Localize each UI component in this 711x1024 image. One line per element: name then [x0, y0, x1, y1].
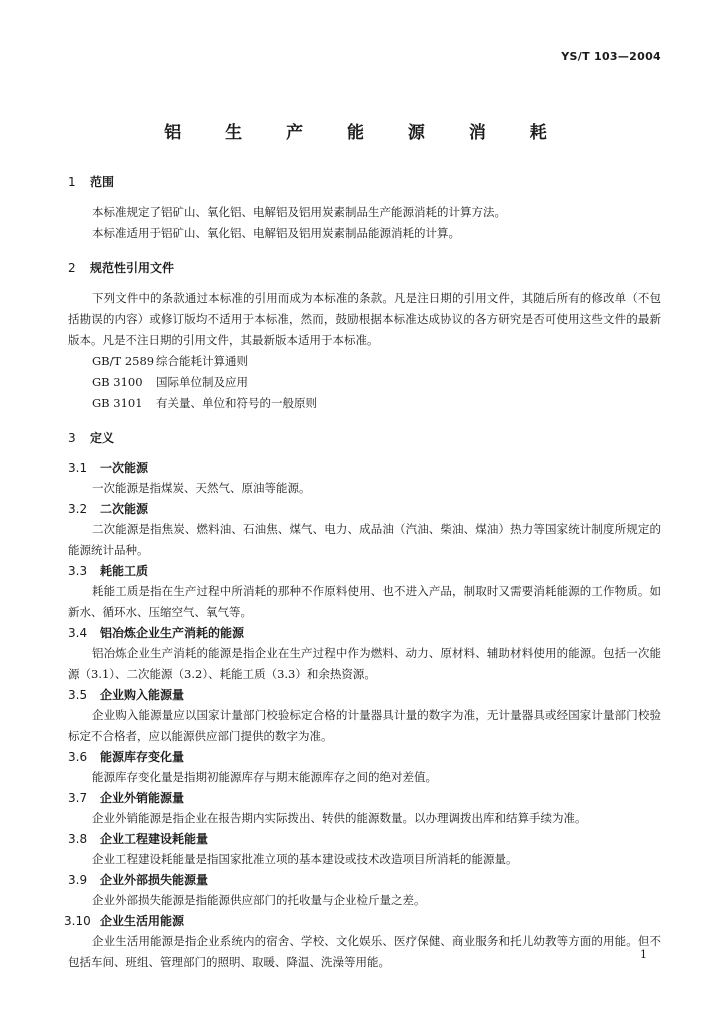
section-heading-scope — [68, 172, 661, 192]
definition-heading — [68, 685, 661, 705]
reference-title: 有关量、单位和符号的一般原则 — [156, 396, 317, 410]
standard-code: YS/T 103—2004 — [561, 50, 661, 63]
reference-code: GB 3100 — [92, 375, 143, 389]
section-number: 2 — [68, 261, 76, 275]
section-title: 范围 — [90, 175, 115, 189]
clause-number: 3.1 — [68, 461, 88, 475]
reference-code: GB 3101 — [92, 396, 143, 410]
clause-title: 企业外销能源量 — [100, 791, 185, 805]
section-number: 3 — [68, 431, 76, 445]
section-title: 规范性引用文件 — [90, 261, 175, 275]
definition-text: 企业外销能源是指企业在报告期内实际拨出、转供的能源数量。以办理调拨出库和结算手续为准。 — [92, 811, 587, 825]
clause-title: 铝冶炼企业生产消耗的能源 — [100, 626, 245, 640]
section-heading-references — [68, 258, 661, 278]
clause-title: 一次能源 — [100, 461, 149, 475]
clause-number: 3.2 — [68, 502, 88, 516]
clause-number: 3.5 — [68, 688, 88, 702]
clause-number: 3.3 — [68, 564, 88, 578]
clause-title: 企业购入能源量 — [100, 688, 185, 702]
definition-heading — [68, 561, 661, 581]
clause-title: 二次能源 — [100, 502, 149, 516]
clause-number: 3.6 — [68, 750, 88, 764]
reference-title: 综合能耗计算通则 — [156, 354, 248, 368]
definition-text: 二次能源是指焦炭、燃料油、石油焦、煤气、电力、成品油（汽油、柴油、煤油）热力等国家统计制度所规定的能源统计品种。 — [68, 522, 661, 557]
definition-text: 能源库存变化量是指期初能源库存与期末能源库存之间的绝对差值。 — [92, 770, 437, 784]
definition-heading — [68, 623, 661, 643]
section-title: 定义 — [90, 431, 115, 445]
definition-heading — [68, 747, 661, 767]
clause-title: 企业工程建设耗能量 — [100, 832, 209, 846]
clause-number: 3.4 — [68, 626, 88, 640]
page-number: 1 — [640, 948, 647, 961]
section-heading-definitions — [68, 428, 661, 448]
definition-heading — [68, 788, 661, 808]
paragraph: 本标准适用于铝矿山、氧化铝、电解铝及铝用炭素制品能源消耗的计算。 — [92, 226, 460, 240]
reference-title: 国际单位制及应用 — [156, 375, 248, 389]
reference-item — [68, 372, 661, 393]
section-number: 1 — [68, 175, 76, 189]
reference-code: GB/T 2589 — [92, 354, 155, 368]
paragraph: 下列文件中的条款通过本标准的引用而成为本标准的条款。凡是注日期的引用文件，其随后所有的修改单（不包括勘误的内容）或修订版均不适用于本标准，然而，鼓励根据本标准达成协议的各方研究是否可使用这些文件的最新版本。凡是不注日期的引用文件，其最新版本适用于本标准。 — [68, 291, 661, 347]
definition-text: 企业生活用能源是指企业系统内的宿舍、学校、文化娱乐、医疗保健、商业服务和托儿幼教等方面的用能。但不包括车间、班组、管理部门的照明、取暖、降温、洗澡等用能。 — [68, 934, 661, 969]
definition-heading — [68, 458, 661, 478]
document-body — [64, 172, 661, 973]
clause-title: 企业外部损失能源量 — [100, 873, 209, 887]
clause-number: 3.9 — [68, 873, 88, 887]
reference-item — [68, 393, 661, 414]
definition-text: 耗能工质是指在生产过程中所消耗的那种不作原料使用、也不进入产品，制取时又需要消耗能源的工作物质。如新水、循环水、压缩空气、氧气等。 — [68, 584, 661, 619]
clause-number: 3.10 — [64, 914, 91, 928]
paragraph: 本标准规定了铝矿山、氧化铝、电解铝及铝用炭素制品生产能源消耗的计算方法。 — [92, 205, 506, 219]
clause-title: 能源库存变化量 — [100, 750, 185, 764]
definition-heading — [68, 499, 661, 519]
reference-item — [68, 351, 661, 372]
clause-number: 3.7 — [68, 791, 88, 805]
definition-heading — [64, 911, 661, 931]
document-title: 铝 生 产 能 源 消 耗 — [164, 123, 566, 143]
clause-title: 耗能工质 — [100, 564, 149, 578]
clause-number: 3.8 — [68, 832, 88, 846]
definition-text: 企业工程建设耗能量是指国家批准立项的基本建设或技术改造项目所消耗的能源量。 — [92, 852, 518, 866]
definition-heading — [68, 829, 661, 849]
definition-text: 一次能源是指煤炭、天然气、原油等能源。 — [92, 481, 311, 495]
definition-text: 企业外部损失能源是指能源供应部门的托收量与企业检斤量之差。 — [92, 893, 426, 907]
definition-text: 铝冶炼企业生产消耗的能源是指企业在生产过程中作为燃料、动力、原材料、辅助材料使用的能源。包括一次能源（3.1）、二次能源（3.2）、耗能工质（3.3）和余热资源。 — [68, 646, 661, 681]
definition-text: 企业购入能源量应以国家计量部门校验标定合格的计量器具计量的数字为准，无计量器具或经国家计量部门校验标定不合格者，应以能源供应部门提供的数字为准。 — [68, 708, 661, 743]
definition-heading — [68, 870, 661, 890]
clause-title: 企业生活用能源 — [100, 914, 185, 928]
